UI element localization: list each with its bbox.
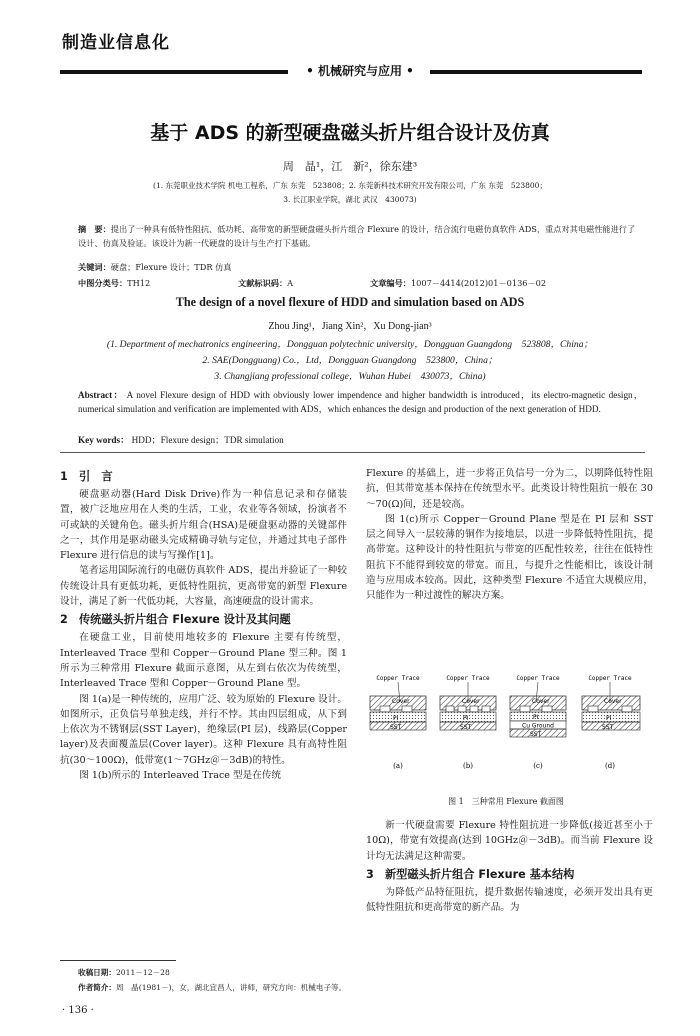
abstract-divider	[60, 452, 645, 453]
panel-a	[370, 675, 426, 770]
panel-b	[440, 675, 496, 770]
sublabel-b: (b)	[463, 762, 473, 770]
clc-value: TH12	[127, 278, 151, 288]
title-chinese: 基于 ADS 的新型硬盘磁头折片组合设计及仿真	[150, 122, 550, 144]
section-3-heading: 3 新型磁头折片组合 Flexure 基本结构	[366, 867, 575, 881]
figure-1-cross-sections	[366, 672, 646, 790]
pi-label-a: PI	[393, 715, 399, 722]
cover-label-a: Cover	[392, 698, 410, 705]
abstract-cn	[78, 222, 643, 250]
abstract-cn-label: 摘 要：	[78, 224, 111, 234]
keywords-cn-text: 硬盘；Flexure 设计；TDR 仿真	[110, 262, 232, 272]
section-label: • 机械研究与应用 •	[306, 64, 414, 78]
title-english: The design of a novel flexure of HDD and simulation based on ADS	[175, 295, 525, 309]
panel-c	[510, 675, 566, 770]
affiliation-cn-2: 3. 长江职业学院，湖北 武汉 430073)	[283, 195, 417, 204]
footnote-rule	[60, 960, 176, 961]
header-rule-left	[60, 70, 288, 74]
trace-label-d: Copper Trace	[588, 675, 632, 682]
keywords-en-text: HDD；Flexure design；TDR simulation	[131, 435, 284, 445]
section-1-paragraph-2: 笔者运用国际流行的电磁仿真软件 ADS，提出并验证了一种较传统设计具有更低功耗，更低特性阻抗，更高带宽的新型 Flexure 设计，满足了新一代低功耗，大容量，高速硬盘的设计需求。	[60, 565, 347, 608]
clc-label: 中图分类号：	[78, 278, 128, 288]
author-bio	[78, 982, 346, 994]
affiliation-en-3: 3. Changjiang professional college，Wuhan Hubei 430073，China)	[214, 371, 486, 382]
received-label: 收稿日期：	[78, 968, 116, 977]
abstract-en-text: A novel Flexure design of HDD with obviously lower impendence and higher bandwidth is introduced，its electro-magnetic design，numerical simulation and verification are implemented with ADS，which enhances the design and production of the next generation of HDD.	[78, 390, 643, 414]
trace-label-c: Copper Trace	[516, 675, 560, 682]
affiliation-cn-1: (1. 东莞职业技术学院 机电工程系，广东 东莞 523808；2. 东莞新科技术研究开发有限公司，广东 东莞 523800；	[153, 181, 547, 190]
abstract-en-label: Abstract：	[78, 390, 124, 400]
right-column-top	[366, 466, 653, 604]
received-value: 2011－12－28	[115, 968, 170, 977]
sublabel-c: (c)	[533, 762, 543, 770]
pi-label-c: PI	[533, 714, 539, 721]
section-3-paragraph-1: 为降低产品特征阻抗，提升数据传输速度，必须开发出具有更低特性阻抗和更高带宽的新产品。为	[366, 886, 653, 914]
sst-label-d: SST	[602, 724, 614, 731]
author-bio-label: 作者简介：	[78, 983, 116, 992]
doc-code-label: 文献标识码：	[238, 278, 288, 288]
figure-1-caption: 图 1 三种常用 Flexure 截面图	[448, 797, 564, 806]
article-no-value: 1007－4414(2012)01－0136－02	[410, 278, 547, 288]
right-paragraph-3: 新一代硬盘需要 Flexure 特性阻抗进一步降低(接近甚至小于 10Ω)，带宽有效提高(达到 10GHz＠－3dB)。而当前 Flexure 设计均无法满足这种需要。	[366, 820, 653, 862]
journal-name: 制造业信息化	[62, 33, 170, 53]
trace-label-a: Copper Trace	[376, 675, 420, 682]
section-2-paragraph-1: 在硬盘工业，目前使用地较多的 Flexure 主要有传统型，Interleaved Trace 型和 Copper－Ground Plane 型三种。图 1 所示为三种常用 Flexure 截面示意图，从左到右依次为传统型，Interleaved Trace 型和 Copper－Ground Plane 型。	[60, 632, 347, 690]
pi-label-d: PI	[606, 715, 612, 722]
article-no-label: 文章编号：	[370, 278, 411, 288]
authors-chinese: 周 晶¹，江 新²，徐东建³	[282, 160, 418, 173]
left-column	[60, 466, 347, 783]
header-rule-right	[430, 70, 642, 74]
doc-code-value: A	[287, 278, 294, 288]
authors-english: Zhou Jing¹，Jiang Xin²，Xu Dong-jian³	[268, 321, 432, 332]
sst-label-b: SST	[460, 724, 472, 731]
pi-label-b: PI	[463, 715, 469, 722]
cu-ground-label-c: Cu Ground	[522, 722, 554, 730]
section-2-paragraph-3: 图 1(b)所示的 Interleaved Trace 型是在传统	[79, 770, 282, 782]
sst-label-c: SST	[530, 731, 542, 738]
cover-label-c: Cover	[532, 698, 550, 705]
right-paragraph-1: Flexure 的基础上，进一步将正负信号一分为二，以期降低特性阻抗，但其带宽基本保持在传统型水平。此类设计特性阻抗一般在 30～70(Ω)间，还是较高。	[366, 468, 653, 510]
affiliation-en-2: 2. SAE(Dongguang) Co.，Ltd，Dongguan Guangdong 523800，China；	[202, 355, 498, 366]
section-2-paragraph-2: 图 1(a)是一种传统的，应用广泛、较为原始的 Flexure 设计。如图所示，正负信号单独走线，并行不悖。其由四层组成，从下到上依次为不锈钢层(SST Layer)，绝缘层(PI 层)，线路层(Copper layer)及表面覆盖层(Cover layer)。这种 Flexure 具有高特性阻抗(30～100Ω)，低带宽(1～7GHz＠－3dB)的特性。	[60, 693, 347, 766]
keywords-en-label: Key words：	[78, 435, 130, 445]
section-2-heading: 2 传统磁头折片组合 Flexure 设计及其问题	[60, 613, 291, 627]
right-column-bottom	[366, 818, 653, 915]
received-date	[78, 967, 170, 979]
sst-label-a: SST	[390, 724, 402, 731]
abstract-cn-text: 提出了一种具有低特性阻抗、低功耗、高带宽的新型硬盘磁头折片组合 Flexure 的设计，结合流行电磁仿真软件 ADS，重点对其电磁性能进行了设计、仿真及验证。该设计为新一代硬盘的设计与生产打下基础。	[78, 224, 636, 248]
keywords-cn-label: 关键词：	[78, 262, 111, 272]
keywords-cn	[78, 260, 643, 274]
affiliation-en-1: (1. Department of mechatronics engineering，Dongguan polytechnic university，Dongguan Guangdong 523808，China；	[106, 339, 594, 350]
panel-d	[582, 675, 640, 770]
section-1-paragraph-1: 硬盘驱动器(Hard Disk Drive)作为一种信息记录和存储装置，被广泛地应用在人类的生活，工业，农业等各领域，扮演者不可或缺的关键角色。磁头折片组合(HSA)是硬盘驱动器的关键部件之一，其作用是驱动磁头完成精确寻轨与定位，并通过其电子部件 Flexure 进行信息的读与写操作[1]。	[60, 489, 347, 562]
cover-label-d: Cover	[604, 698, 622, 705]
abstract-en	[78, 388, 643, 416]
author-bio-text: 周 晶(1981－)，女，湖北宜昌人，讲师，研究方向：机械电子等。	[115, 983, 347, 992]
page-number: · 136 ·	[62, 1005, 94, 1016]
sublabel-d: (d)	[605, 762, 615, 770]
right-paragraph-2: 图 1(c)所示 Copper－Ground Plane 型是在 PI 层和 SST 层之间导入一层较薄的铜作为接地层，以进一步降低特性阻抗，提高带宽。这种设计的特性阻抗与带宽的匹配性较差，往往在低特性阻抗下不能得到较宽的带宽。而且，与提升之性能相比，该设计制造与应用成本较高。因此，这种类型 Flexure 不适宜大规模应用，只能作为一种过渡性的解决方案。	[366, 513, 653, 602]
cover-label-b: Cover	[462, 698, 480, 705]
keywords-en	[78, 433, 643, 447]
classification-line	[78, 276, 643, 290]
trace-label-b: Copper Trace	[446, 675, 490, 682]
section-1-heading: 1 引 言	[60, 470, 113, 483]
sublabel-a: (a)	[393, 762, 403, 770]
